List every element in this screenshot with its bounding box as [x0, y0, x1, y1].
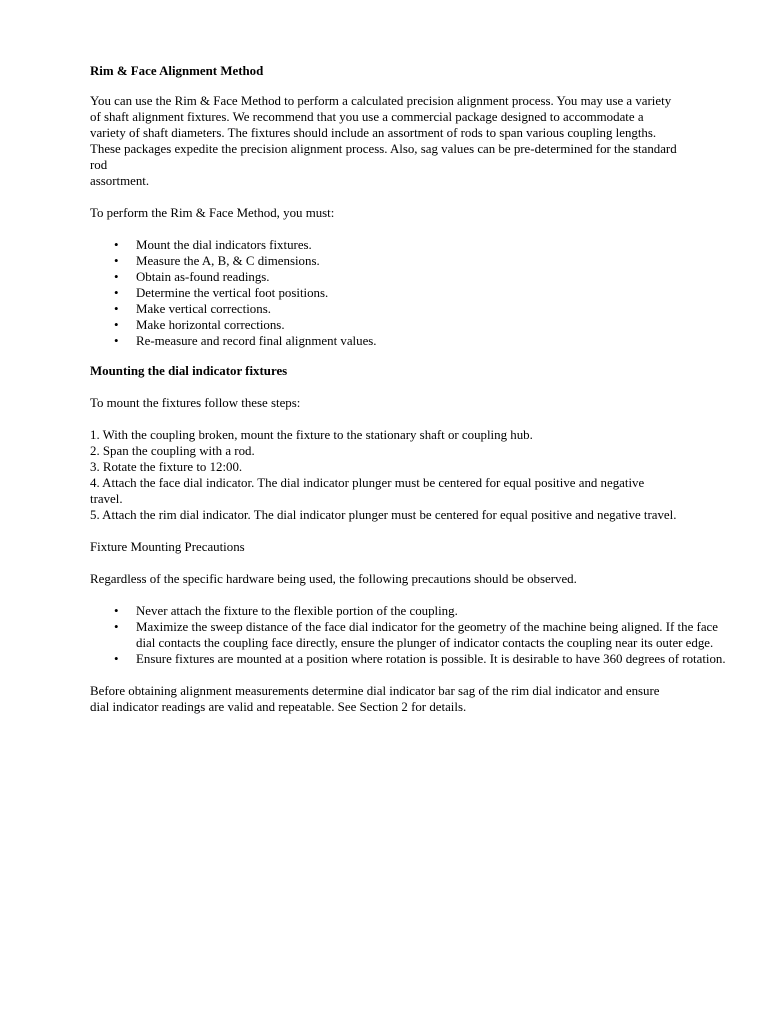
bullet-icon: • — [114, 302, 119, 316]
list-item: • Mount the dial indicators fixtures. — [114, 238, 312, 252]
list-item: • Determine the vertical foot positions. — [114, 286, 329, 300]
closing-line: dial indicator readings are valid and repeatable. See Section 2 for details. — [90, 700, 467, 714]
document-page — [90, 63, 730, 715]
list-item: • Maximize the sweep distance of the face dial indicator for the geometry of the machine being aligned. If the face dial contacts the coupling face directly, ensure the plunger of indicator contacts the coupling near its outer edge. — [114, 620, 718, 650]
mounting-step: 2. Span the coupling with a rod. — [90, 444, 255, 458]
list-item: • Make horizontal corrections. — [114, 318, 285, 332]
closing-line: Before obtaining alignment measurements determine dial indicator bar sag of the rim dial indicator and ensure — [90, 684, 660, 698]
bullet-icon: • — [114, 254, 119, 268]
closing-paragraph — [90, 683, 730, 715]
intro-paragraph — [90, 93, 730, 189]
mounting-steps — [90, 427, 730, 523]
bullet-icon: • — [114, 652, 119, 666]
mounting-step: 4. Attach the face dial indicator. The dial indicator plunger must be centered for equal positive and negative — [90, 476, 645, 490]
precautions-list — [90, 603, 730, 667]
list-item: • Never attach the fixture to the flexible portion of the coupling. — [114, 604, 458, 618]
perform-steps-list — [90, 237, 730, 349]
intro-line: variety of shaft diameters. The fixtures should include an assortment of rods to span various coupling lengths. — [90, 126, 657, 140]
bullet-icon: • — [114, 318, 119, 332]
bullet-icon: • — [114, 620, 119, 634]
bullet-icon: • — [114, 270, 119, 284]
mounting-step: travel. — [90, 492, 123, 506]
intro-line: rod — [90, 158, 108, 172]
mounting-step: 3. Rotate the fixture to 12:00. — [90, 460, 243, 474]
bullet-icon: • — [114, 238, 119, 252]
list-item: • Measure the A, B, & C dimensions. — [114, 254, 320, 268]
list-item: • Obtain as-found readings. — [114, 270, 270, 284]
list-item: • Make vertical corrections. — [114, 302, 271, 316]
list-item: • Ensure fixtures are mounted at a position where rotation is possible. It is desirable to have 360 degrees of rotation. — [114, 652, 726, 666]
mounting-step: 5. Attach the rim dial indicator. The dial indicator plunger must be centered for equal positive and negative travel. — [90, 508, 677, 522]
intro-line: assortment. — [90, 174, 150, 188]
intro-line: These packages expedite the precision alignment process. Also, sag values can be pre-determined for the standard — [90, 142, 677, 156]
mounting-heading: Mounting the dial indicator fixtures — [90, 364, 288, 378]
perform-intro: To perform the Rim & Face Method, you must: — [90, 206, 335, 220]
list-item: • Re-measure and record final alignment values. — [114, 334, 377, 348]
mounting-intro: To mount the fixtures follow these steps: — [90, 396, 301, 410]
bullet-icon: • — [114, 334, 119, 348]
document-title: Rim & Face Alignment Method — [90, 64, 264, 78]
bullet-icon: • — [114, 286, 119, 300]
intro-line: You can use the Rim & Face Method to perform a calculated precision alignment process. You may use a variety — [90, 94, 672, 108]
intro-line: of shaft alignment fixtures. We recommend that you use a commercial package designed to accommodate a — [90, 110, 644, 124]
precautions-intro: Regardless of the specific hardware being used, the following precautions should be observed. — [90, 572, 577, 586]
precautions-heading: Fixture Mounting Precautions — [90, 540, 245, 554]
mounting-step: 1. With the coupling broken, mount the fixture to the stationary shaft or coupling hub. — [90, 428, 533, 442]
bullet-icon: • — [114, 604, 119, 618]
